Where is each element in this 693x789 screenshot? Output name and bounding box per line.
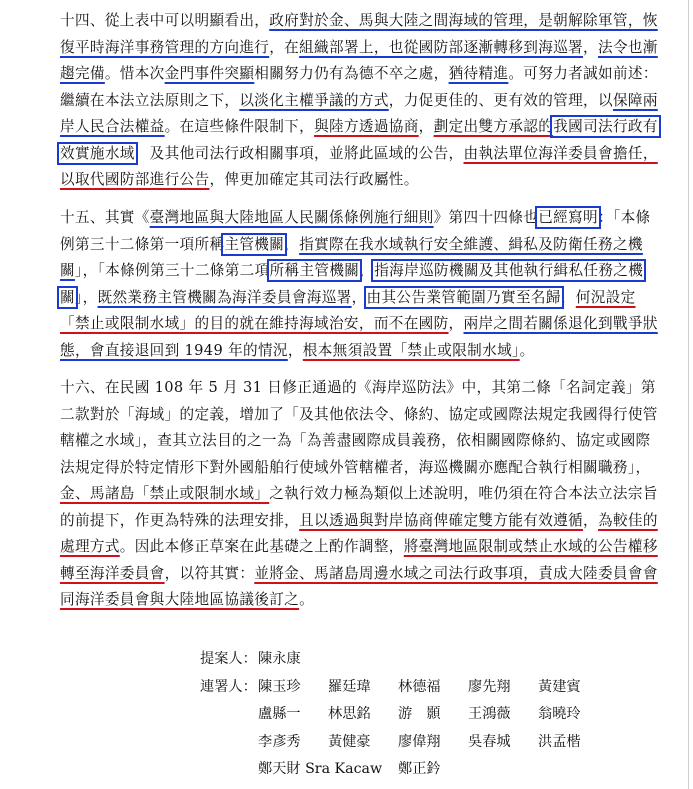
para-text: 》第四十四條也 — [433, 209, 539, 226]
cosigner-names — [258, 756, 468, 784]
para-text: 」， — [74, 288, 98, 306]
para-text: 。惜本次 — [104, 65, 165, 82]
cosigner-name: 洪孟楷 — [538, 733, 581, 750]
cosigner-name: 盧縣一 — [258, 706, 301, 722]
blue-underline: 臺灣地區與大陸地區人民關係條例施行細則 — [149, 209, 434, 226]
blue-underline: 兩岸之間若關係退化到戰爭狀態，會直接退回到 1949 年的情況 — [60, 315, 658, 359]
red-underline: 金、馬諸島「禁止或限制水域」 — [60, 485, 270, 502]
blue-box: 所稱主管機關 — [269, 262, 360, 279]
para-text: 十五、其實《 — [60, 209, 150, 226]
cosigner-name: 鄭正鈐 — [398, 761, 441, 777]
paragraph-14 — [60, 8, 660, 194]
red-underline: 為較佳的處理方式 — [60, 511, 658, 555]
para-text: 」，「本條例第三十二條第二項 — [74, 262, 270, 279]
cosigner-name: 黃健豪 — [328, 733, 371, 750]
blue-underline: 既然業務主管機關為海洋委員會海巡署 — [97, 288, 352, 306]
page-edge — [688, 0, 689, 789]
para-text: 之執行效力極為類似上述說明，唯仍須在符合本法立法宗旨的前提下，作更為特殊的法理安排， — [60, 485, 658, 529]
para-text: ， — [351, 288, 367, 306]
red-underline: 何況設定「禁止或限制水域」的目的就在維持海域治安，而不在國防 — [60, 288, 636, 332]
cosigner-names — [258, 701, 608, 729]
proposer-row — [200, 646, 660, 674]
cosigner-row — [200, 674, 660, 702]
blue-underline: 組織部署上，也從國防部逐漸轉移到海巡署 — [299, 38, 584, 56]
para-text: ， — [284, 235, 300, 253]
cosigner-name: 黃建賓 — [538, 678, 581, 695]
cosigner-label: 連署人： — [200, 678, 257, 695]
blue-underline: 猶待精進 — [448, 65, 509, 82]
para-text: 相關努力仍有為德不卒之處， — [254, 65, 449, 82]
paragraph-16 — [60, 375, 660, 614]
blue-box: 已經寫明 — [538, 209, 598, 226]
red-underline: 並將金、馬諸島周邊水域之司法行政事項，責成大陸委員會會同海洋委員會與大陸地區協議後訂之 — [60, 564, 658, 608]
cosigner-name: 林德福 — [398, 678, 441, 695]
cosigner-name: 游 顥 — [398, 706, 441, 722]
cosigner-name: 廖先翔 — [468, 678, 511, 695]
para-text: ，在 — [269, 38, 300, 56]
cosigner-name: 羅廷瑋 — [328, 678, 371, 695]
blue-underline: 政府對於金、馬與大陸之間海域的管理，是朝解除軍管，恢復平時海洋事務管理的方向進行 — [60, 12, 658, 56]
blue-underline: 金門事件突顯 — [164, 65, 255, 82]
proposer-name: 陳永康 — [258, 651, 301, 667]
para-text: ，及其他司法行政相關事項，並將此區域的公告， — [134, 144, 464, 162]
para-text: ，力促更佳的、更有效的管理，以 — [388, 91, 613, 109]
cosigner-name: 王鴻薇 — [468, 706, 511, 722]
cosigner-row — [200, 729, 660, 757]
para-text: 。 — [519, 341, 535, 359]
blue-box: 主管機關 — [224, 235, 285, 253]
blue-underline: 指實際在我水域執行安全維護、緝私及防衛任務之機關 — [60, 235, 643, 279]
red-underline: 將臺灣地區限制或禁止水域的公告權移轉至海洋委員會 — [60, 538, 658, 582]
cosigner-row — [200, 701, 660, 729]
red-underline: 根本無須設置「禁止或限制水域」 — [302, 341, 520, 359]
cosigner-name: 翁曉玲 — [538, 706, 581, 722]
red-underline: 與陸方透過協商 — [314, 118, 419, 135]
blue-underline: 法令也漸趨完備 — [60, 38, 658, 82]
para-text: ， — [583, 511, 598, 529]
red-underline: 劃定出雙方承認的 — [433, 118, 554, 135]
cosigner-names — [258, 674, 608, 702]
para-text: 十四、從上表中可以明顯看出， — [60, 12, 270, 29]
cosigner-name: 李彥秀 — [258, 733, 301, 750]
blue-underline: 保障兩岸人民合法權益 — [60, 91, 658, 135]
blue-box: 由其公告業管範圍乃實至名歸 — [366, 288, 561, 306]
para-text: 。可努力者誠如前述：繼續在本法立法原則之下， — [60, 65, 658, 109]
blue-box: 我國司法行政有效實施水域 — [60, 118, 658, 162]
para-text: 。 — [299, 591, 315, 608]
cosigner-row — [200, 756, 660, 784]
cosigner-name: 林思銘 — [328, 706, 371, 722]
para-text: ：「本條例第三十二條第一項所稱 — [60, 209, 651, 253]
blue-underline: 以淡化主權爭議的方式 — [239, 91, 389, 109]
para-text: ， — [448, 315, 464, 332]
para-text: ， — [418, 118, 434, 135]
para-text: ， — [287, 341, 303, 359]
red-underline: 且以透過與對岸協商俾確定雙方能有效遵循 — [299, 511, 584, 529]
paragraph-15 — [60, 205, 660, 364]
para-text: 。在這些條件限制下， — [164, 118, 315, 135]
para-text: 。因此本修正草案在此基礎之上酌作調整， — [119, 538, 404, 555]
cosigner-name: 陳玉珍 — [258, 678, 301, 695]
para-text: ， — [359, 262, 375, 279]
para-text: ， — [583, 38, 598, 56]
signature-block — [200, 646, 660, 784]
cosigner-names — [258, 729, 608, 757]
blue-box: 指海岸巡防機關及其他執行緝私任務之機關 — [60, 262, 644, 306]
para-text: ，以符其實： — [164, 564, 255, 582]
red-underline: 由執法單位海洋委員會擔任，以取代國防部進行公告 — [60, 144, 658, 188]
cosigner-name: 吳春城 — [468, 733, 511, 750]
para-text: ， — [560, 288, 576, 306]
cosigner-name: 鄭天財 Sra Kacaw — [258, 761, 383, 777]
cosigner-name: 廖偉翔 — [398, 733, 441, 750]
para-text: ，俾更加確定其司法行政屬性。 — [209, 171, 419, 188]
proposer-label: 提案人： — [200, 651, 257, 667]
para-text: 十六、在民國 108 年 5 月 31 日修正通過的《海岸巡防法》中，其第二條「名詞定義」第二款對於「海域」的定義，增加了「及其他依法令、條約、協定或國際法規定我國得行使管轄權之水域」，查其立法目的之一為「為善盡國際成員義務，依相關國際條約、協定或國際法規定得於特定情形下對外國船舶行使域外管轄權者，海巡機關亦應配合執行相關職務」， — [60, 379, 658, 476]
